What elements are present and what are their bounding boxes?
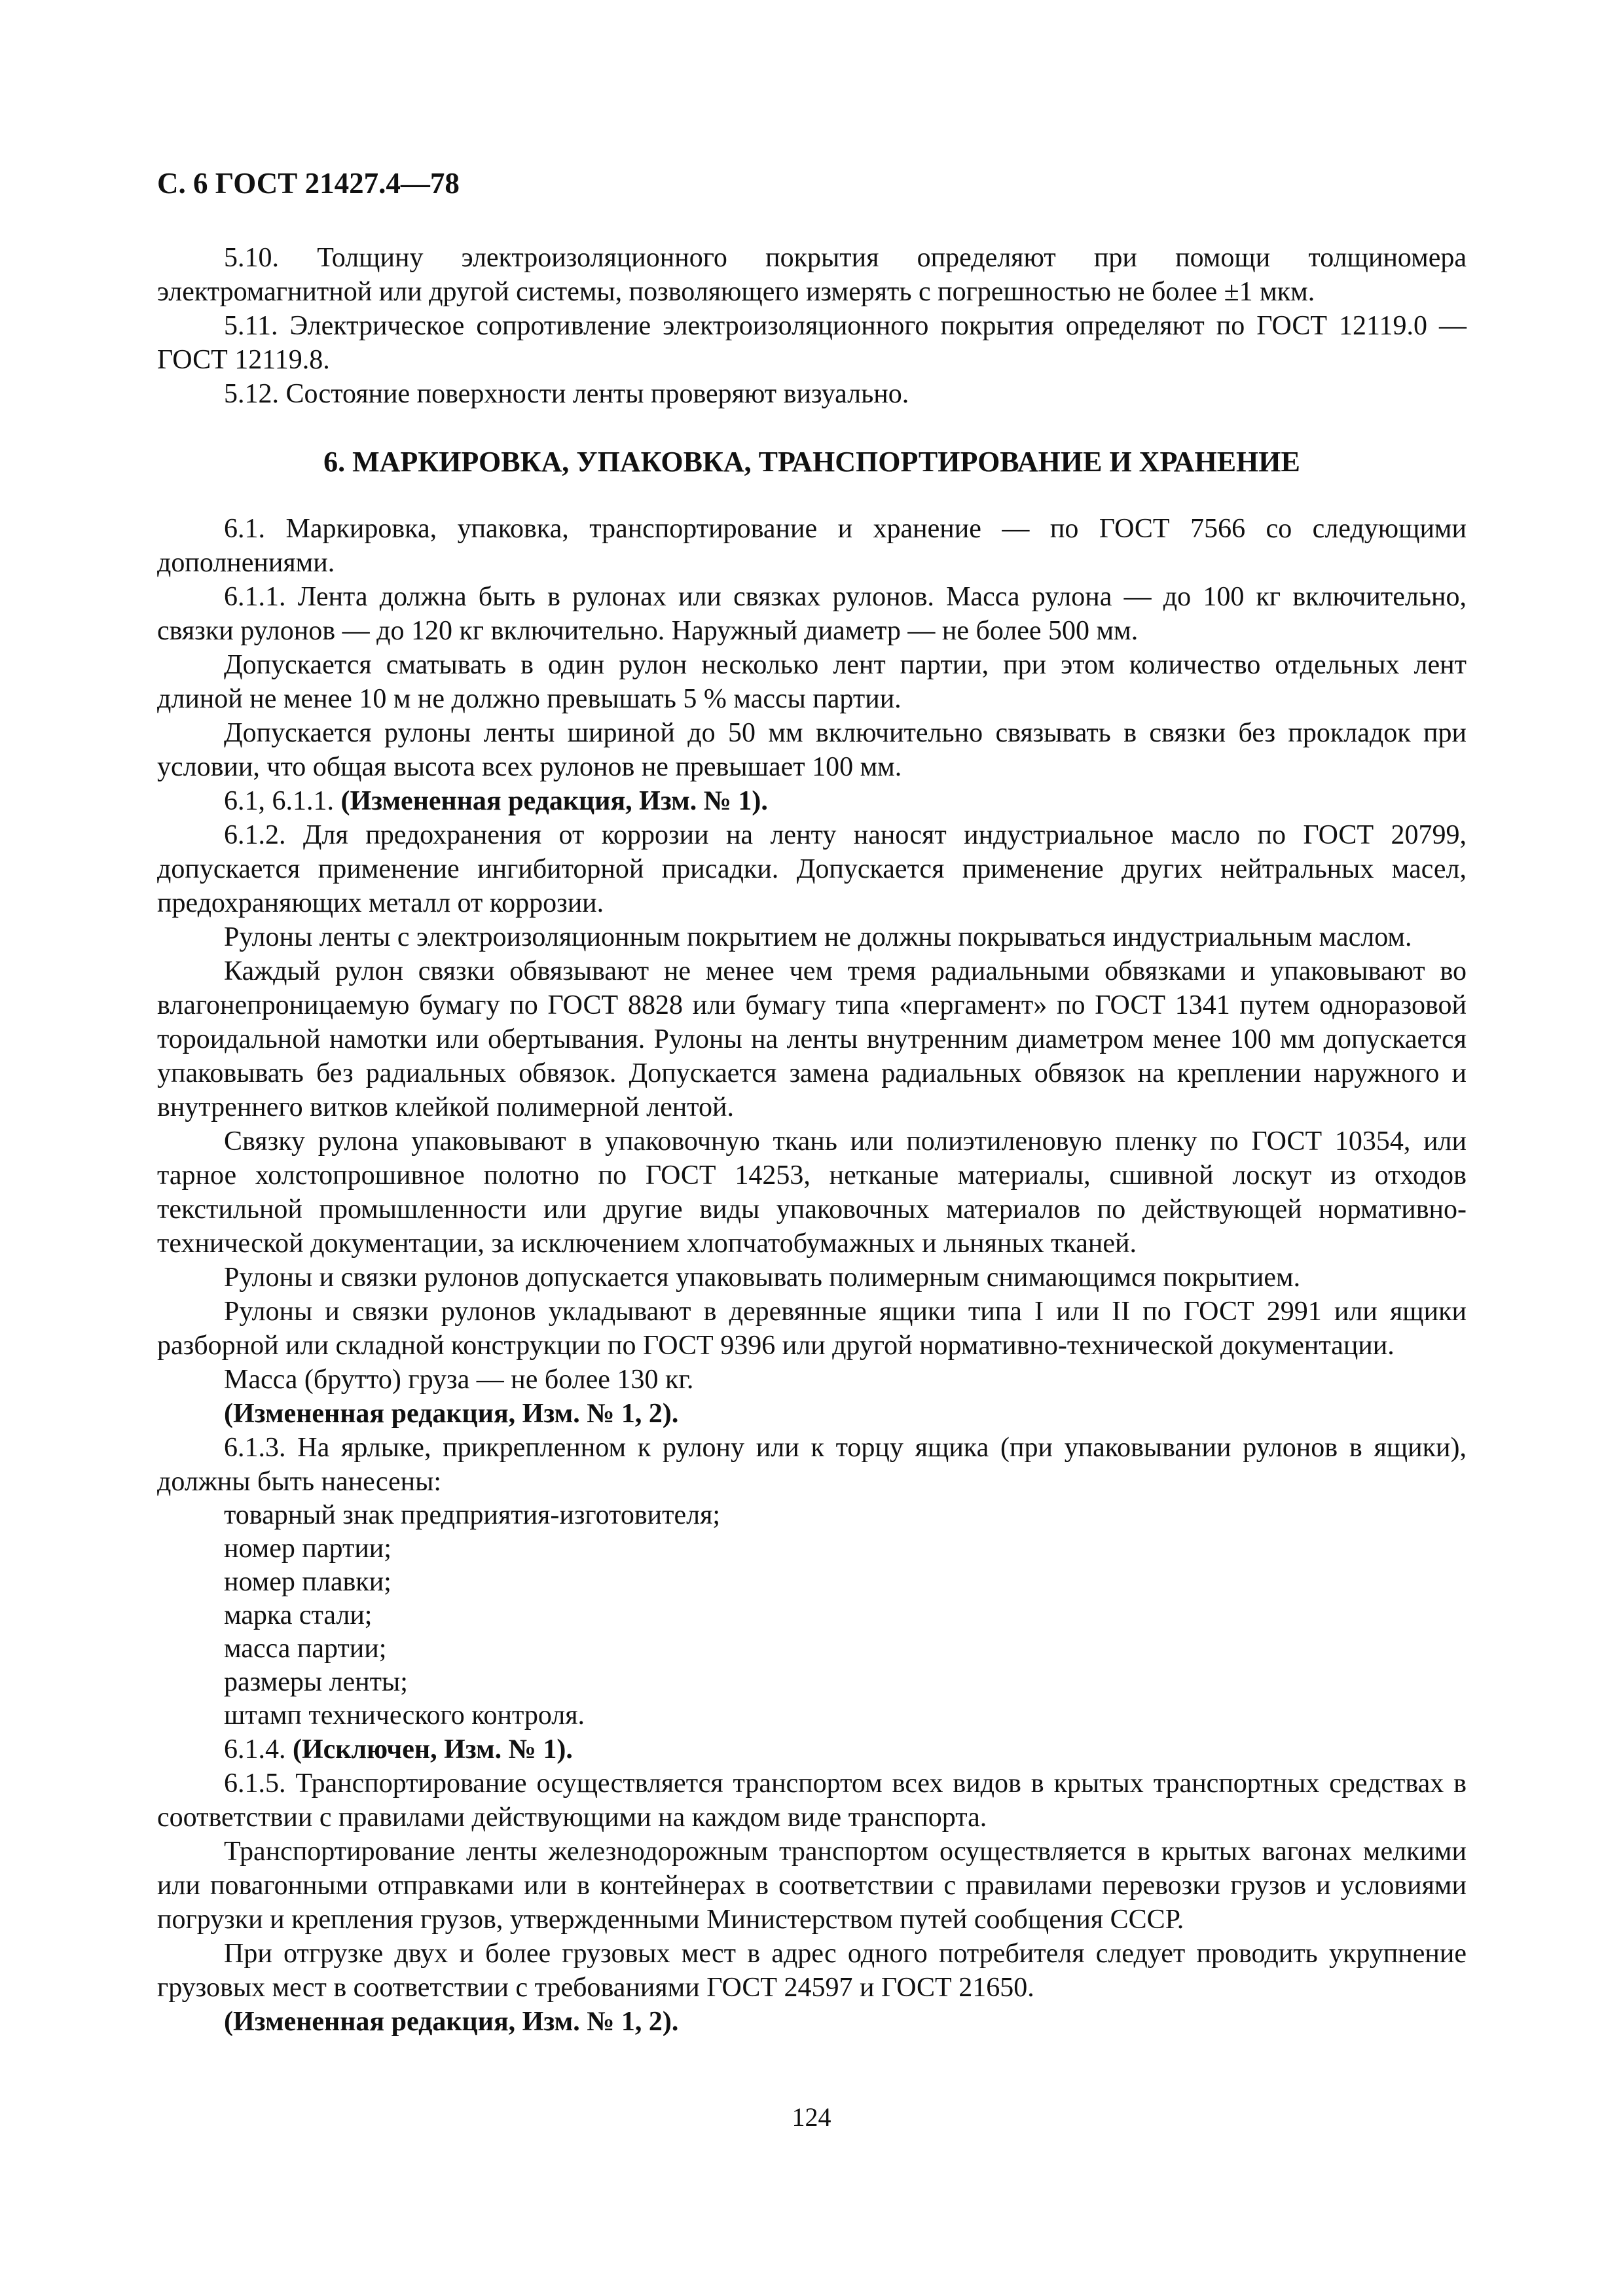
paragraph-5-11: 5.11. Электрическое сопротивление электроизоляционного покрытия определяют по ГОСТ 12119.0 — ГОСТ 12119.8. xyxy=(157,311,1467,375)
amendment-note-6-1-2: (Измененная редакция, Изм. № 1, 2). xyxy=(224,1399,679,1429)
list-item: номер партии; xyxy=(224,1534,392,1564)
paragraph-6-1-5-b: При отгрузке двух и более грузовых мест в адрес одного потребителя следует проводить укрупнение грузовых мест в соответствии с требованиями ГОСТ 24597 и ГОСТ 21650. xyxy=(157,1939,1467,2003)
label-items-list xyxy=(157,1499,1467,1732)
amendment-note-6-1 xyxy=(157,784,1467,818)
section-title: 6. МАРКИРОВКА, УПАКОВКА, ТРАНСПОРТИРОВАНИЕ И ХРАНЕНИЕ xyxy=(323,446,1300,478)
list-item: размеры ленты; xyxy=(224,1667,408,1697)
amendment-ref: 6.1, 6.1.1. xyxy=(224,786,341,816)
amendment-note-6-1-5: (Измененная редакция, Изм. № 1, 2). xyxy=(224,2007,679,2037)
paragraph-6-1-2-a: Рулоны ленты с электроизоляционным покрытием не должны покрываться индустриальным маслом. xyxy=(224,922,1412,952)
list-item: марка стали; xyxy=(224,1600,373,1630)
list-item: штамп технического контроля. xyxy=(224,1700,585,1731)
paragraph-6-1-4 xyxy=(157,1732,1467,1767)
list-item: номер плавки; xyxy=(224,1567,392,1597)
page-number: 124 xyxy=(792,2102,831,2132)
list-item: масса партии; xyxy=(224,1634,387,1664)
paragraph-6-1-5-a: Транспортирование ленты железнодорожным транспортом осуществляется в крытых вагонах мелкими или повагонными отправками или в контейнерах в соответствии с правилами перевозки грузов и условиями погрузки и крепления грузов, утвержденными Министерством путей сообщения СССР. xyxy=(157,1837,1467,1935)
page-header: С. 6 ГОСТ 21427.4—78 xyxy=(157,167,460,200)
list-item: товарный знак предприятия-изготовителя; xyxy=(224,1500,721,1530)
paragraph-6-1-2-c: Связку рулона упаковывают в упаковочную ткань или полиэтиленовую пленку по ГОСТ 10354, или тарное холстопрошивное полотно по ГОСТ 14253, нетканые материалы, сшивной лоскут из отходов текстильной промышленности или другие виды упаковочных материалов по действующей нормативно-технической документации, за исключением хлопчатобумажных и льняных тканей. xyxy=(157,1126,1467,1259)
paragraph-6-1: 6.1. Маркировка, упаковка, транспортирование и хранение — по ГОСТ 7566 со следующими дополнениями. xyxy=(157,514,1467,578)
paragraph-6-1-1-a: Допускается сматывать в один рулон несколько лент партии, при этом количество отдельных лент длиной не менее 10 м не должно превышать 5 % массы партии. xyxy=(157,650,1467,714)
paragraph-5-12: 5.12. Состояние поверхности ленты проверяют визуально. xyxy=(224,379,909,409)
document-page xyxy=(157,164,1467,2039)
paragraph-ref: 6.1.4. xyxy=(224,1734,293,1765)
paragraph-6-1-2-b: Каждый рулон связки обвязывают не менее чем тремя радиальными обвязками и упаковывают во влагонепроницаемую бумагу по ГОСТ 8828 или бумагу типа «пергамент» по ГОСТ 1341 путем одноразовой тороидальной намотки или обертывания. Рулоны на ленты внутренним диаметром менее 100 мм допускается упаковывать без радиальных обвязок. Допускается замена радиальных обвязок на креплении наружного и внутреннего витков клейкой полимерной лентой. xyxy=(157,956,1467,1122)
paragraph-6-1-5: 6.1.5. Транспортирование осуществляется транспортом всех видов в крытых транспортных средствах в соответствии с правилами действующими на каждом виде транспорта. xyxy=(157,1768,1467,1833)
excluded-note: (Исключен, Изм. № 1). xyxy=(293,1734,573,1765)
paragraph-6-1-1-b: Допускается рулоны ленты шириной до 50 мм включительно связывать в связки без прокладок при условии, что общая высота всех рулонов не превышает 100 мм. xyxy=(157,718,1467,782)
paragraph-6-1-2: 6.1.2. Для предохранения от коррозии на ленту наносят индустриальное масло по ГОСТ 20799, допускается применение ингибиторной присадки. Допускается применение других нейтральных масел, предохраняющих металл от коррозии. xyxy=(157,820,1467,918)
paragraph-6-1-2-d: Рулоны и связки рулонов допускается упаковывать полимерным снимающимся покрытием. xyxy=(224,1263,1301,1293)
amendment-text: (Измененная редакция, Изм. № 1). xyxy=(340,786,768,816)
paragraph-6-1-2-f: Масса (брутто) груза — не более 130 кг. xyxy=(224,1365,694,1395)
paragraph-6-1-3: 6.1.3. На ярлыке, прикрепленном к рулону или к торцу ящика (при упаковывании рулонов в ящики), должны быть нанесены: xyxy=(157,1433,1467,1497)
paragraph-5-10: 5.10. Толщину электроизоляционного покрытия определяют при помощи толщиномера электромагнитной или другой системы, позволяющего измерять с погрешностью не более ±1 мкм. xyxy=(157,243,1467,307)
paragraph-6-1-2-e: Рулоны и связки рулонов укладывают в деревянные ящики типа I или II по ГОСТ 2991 или ящики разборной или складной конструкции по ГОСТ 9396 или другой нормативно-технической документации. xyxy=(157,1297,1467,1361)
paragraph-6-1-1: 6.1.1. Лента должна быть в рулонах или связках рулонов. Масса рулона — до 100 кг включительно, связки рулонов — до 120 кг включительно. Наружный диаметр — не более 500 мм. xyxy=(157,582,1467,646)
